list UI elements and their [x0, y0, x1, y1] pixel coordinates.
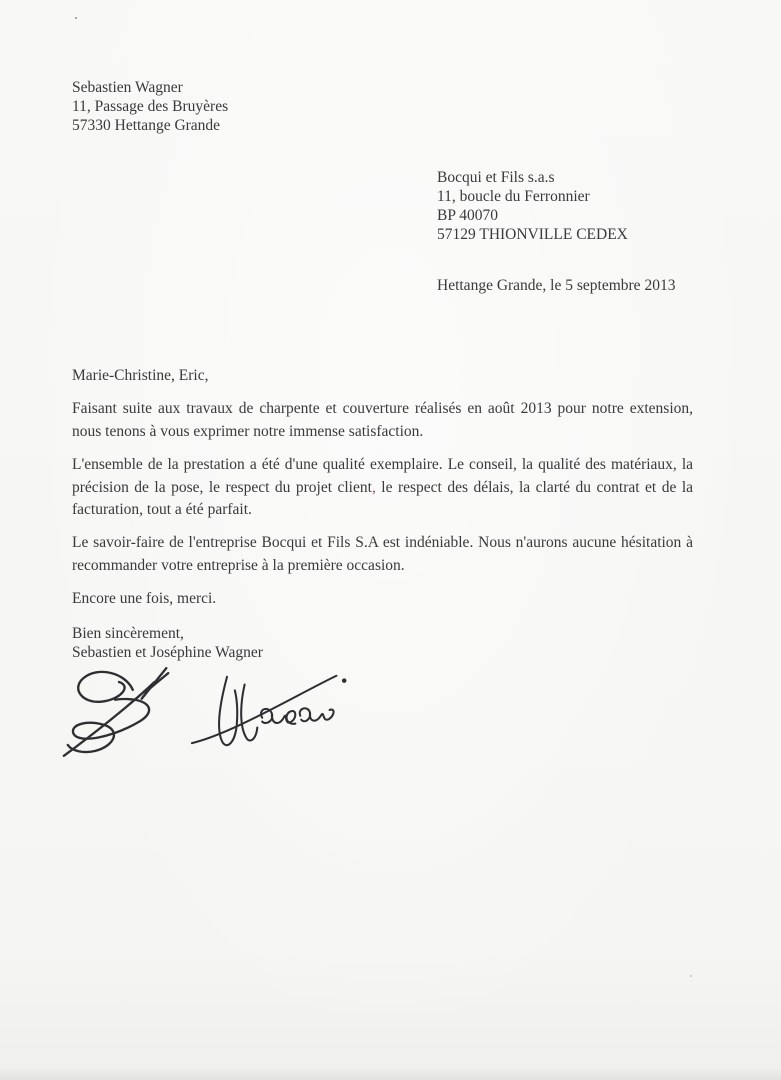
- date-line: Hettange Grande, le 5 septembre 2013: [437, 277, 676, 294]
- salutation: Marie-Christine, Eric,: [72, 367, 209, 384]
- recipient-address-block: [437, 168, 628, 244]
- sender-city: 57330 Hettange Grande: [72, 117, 221, 134]
- recipient-city: 57129 THIONVILLE CEDEX: [437, 226, 628, 243]
- scan-speck: [75, 17, 77, 19]
- red-ink-comma: ,: [371, 478, 376, 496]
- recipient-street: 11, boucle du Ferronnier: [437, 188, 590, 205]
- paragraph-3: Le savoir-faire de l'entreprise Bocqui et Fils S.A est indéniable. Nous n'aurons aucune hésitation à recommander votre entreprise à la première occasion.: [72, 534, 693, 574]
- paragraph-2: [72, 454, 693, 521]
- signature-wagner: [188, 663, 352, 751]
- paragraph-2-text-before: L'ensemble de la prestation a été d'une qualité exemplaire. Le conseil, la qualité des matériaux, la précision de la pose, le respect du projet client: [72, 456, 693, 496]
- recipient-company: Bocqui et Fils s.a.s: [437, 169, 555, 186]
- signature-sebastien-icon: [56, 660, 184, 764]
- letter-body: [72, 365, 693, 662]
- sender-name: Sebastien Wagner: [72, 79, 183, 96]
- paragraph-1: Faisant suite aux travaux de charpente et couverture réalisés en août 2013 pour notre extension, nous tenons à vous exprimer notre immense satisfaction.: [72, 400, 693, 440]
- paragraph-4-thanks: Encore une fois, merci.: [72, 590, 217, 608]
- scan-speck: [690, 975, 692, 977]
- paragraph-2-text-after: le respect des délais, la clarté du contrat et de la facturation, tout a été parfait.: [72, 478, 694, 519]
- closing-signatories: Sebastien et Joséphine Wagner: [72, 643, 263, 661]
- signature-wagner-icon: [188, 663, 352, 751]
- sender-street: 11, Passage des Bruyères: [72, 98, 229, 115]
- closing-block: [72, 624, 693, 662]
- closing-salutation: Bien sincèrement,: [72, 624, 184, 642]
- sender-address-block: [72, 78, 228, 135]
- signature-sebastien: [56, 660, 184, 764]
- recipient-po-box: BP 40070: [437, 207, 499, 224]
